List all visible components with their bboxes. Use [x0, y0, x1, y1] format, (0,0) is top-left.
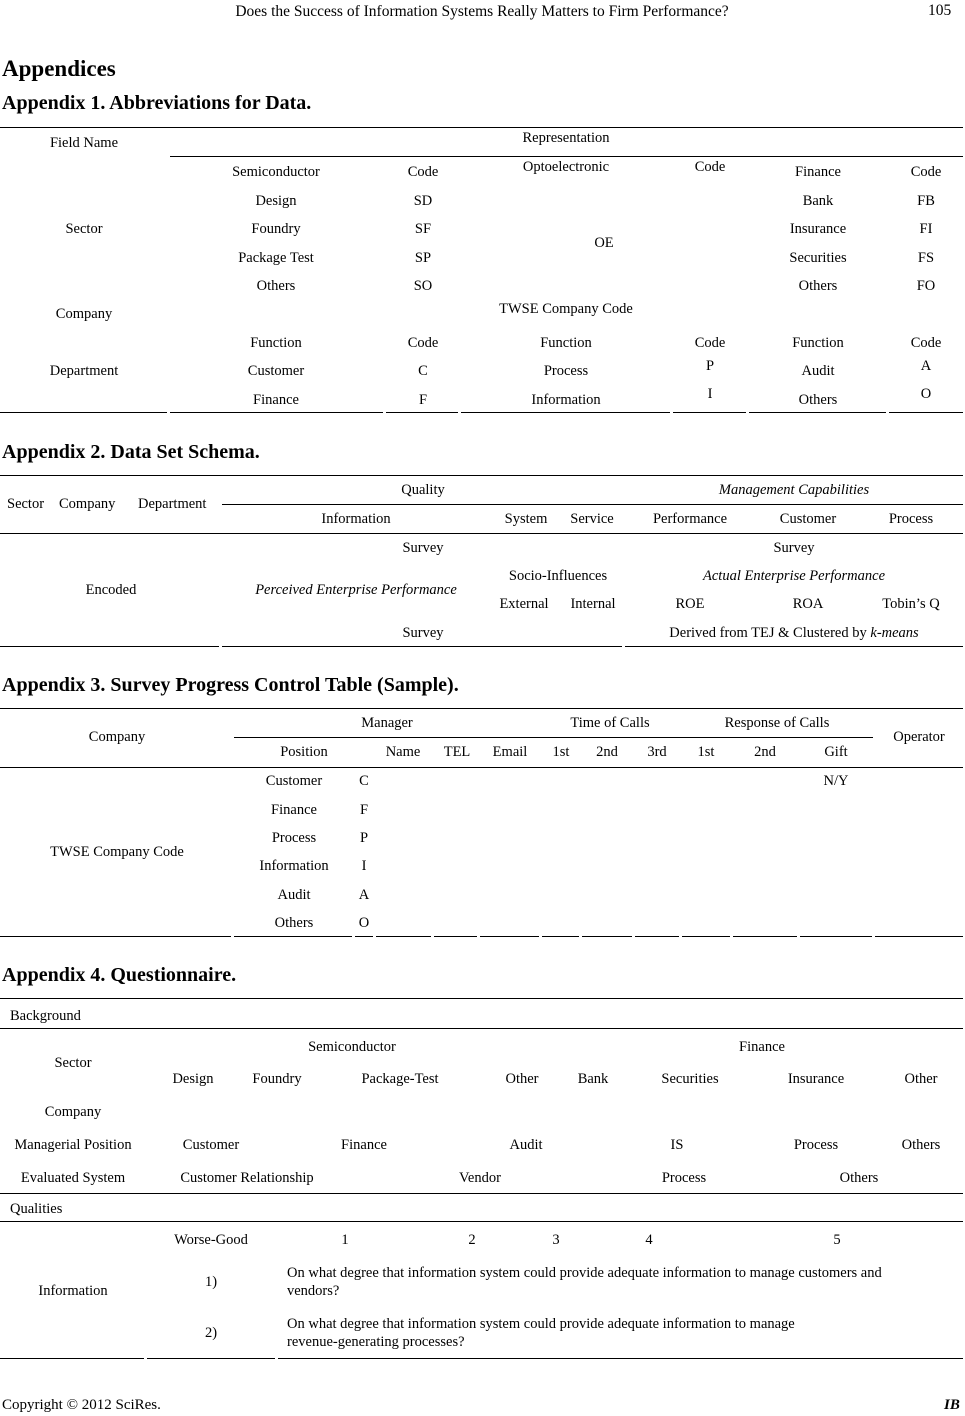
option-vendor[interactable]: Vendor — [459, 1170, 501, 1186]
table-cell: C — [359, 773, 369, 789]
option-process[interactable]: Process — [793, 1137, 839, 1153]
table-rule — [0, 127, 963, 128]
external-col: External — [499, 596, 549, 612]
table-rule — [0, 767, 963, 768]
table-rule — [480, 936, 539, 937]
function-col: Function — [792, 335, 844, 351]
scale-5[interactable]: 5 — [833, 1232, 841, 1248]
table-rule — [889, 412, 963, 413]
page-number: 105 — [928, 2, 952, 19]
table-cell: Audit — [801, 363, 835, 379]
twse-code: TWSE Company Code — [499, 301, 633, 317]
table-cell: Securities — [789, 250, 847, 266]
scale-4[interactable]: 4 — [645, 1232, 653, 1248]
table-cell: SD — [413, 193, 433, 209]
table-cell: Information — [259, 858, 329, 874]
option-securities[interactable]: Securities — [661, 1071, 719, 1087]
information-label: Information — [38, 1283, 108, 1299]
call-1st-col: 1st — [552, 744, 570, 760]
tel-col: TEL — [443, 744, 471, 760]
sector-label: Sector — [54, 1055, 92, 1071]
table-cell: Customer — [265, 773, 323, 789]
option-process[interactable]: Process — [661, 1170, 707, 1186]
roa-col: ROA — [792, 596, 824, 612]
question-2-text: On what degree that information system could provide adequate information to manage — [287, 1316, 795, 1332]
table-rule — [222, 504, 963, 505]
table-rule — [386, 412, 458, 413]
table-cell: Design — [255, 193, 297, 209]
name-col: Name — [385, 744, 421, 760]
representation-header: Representation — [522, 130, 610, 146]
encoded-cell: Encoded — [85, 582, 137, 598]
option-audit[interactable]: Audit — [509, 1137, 543, 1153]
table-rule — [0, 1193, 963, 1194]
running-header: Does the Success of Information Systems Really Matters to Firm Performance? — [235, 3, 729, 20]
optoelectronic-col: Optoelectronic — [522, 159, 610, 175]
finance-group: Finance — [739, 1039, 785, 1055]
table-rule — [0, 1028, 963, 1029]
appendix-1-title: Appendix 1. Abbreviations for Data. — [2, 92, 312, 114]
table-rule — [434, 936, 477, 937]
question-2-text-cont: revenue-generating processes? — [287, 1334, 465, 1350]
table-rule — [0, 708, 963, 709]
option-is[interactable]: IS — [670, 1137, 684, 1153]
table-cell: FO — [916, 278, 936, 294]
table-cell: Package Test — [238, 250, 314, 266]
table-cell: Others — [256, 278, 296, 294]
table-cell: P — [359, 830, 369, 846]
table-cell: Process — [543, 363, 589, 379]
background-section: Background — [10, 1008, 81, 1024]
table-cell: Others — [798, 278, 838, 294]
table-cell: Information — [531, 392, 601, 408]
table-cell: Customer — [247, 363, 305, 379]
question-1-text: On what degree that information system could provide adequate information to manage customers and — [287, 1265, 882, 1281]
code-col: Code — [694, 159, 726, 175]
twse-code: TWSE Company Code — [50, 844, 184, 860]
table-cell: C — [418, 363, 428, 379]
table-rule — [222, 646, 622, 647]
semiconductor-group: Semiconductor — [308, 1039, 396, 1055]
position-col: Position — [280, 744, 328, 760]
table-cell: Finance — [271, 802, 317, 818]
company-label: Company — [55, 306, 113, 322]
system-col: System — [504, 511, 548, 527]
table-cell: Foundry — [251, 221, 301, 237]
performance-col: Performance — [652, 511, 728, 527]
survey-cell: Survey — [402, 625, 444, 641]
code-col: Code — [407, 164, 439, 180]
table-rule — [234, 737, 873, 738]
table-rule — [0, 412, 167, 413]
kmeans-text: k-means — [870, 625, 919, 641]
operator-header: Operator — [893, 729, 945, 745]
table-rule — [147, 1358, 275, 1359]
company-header: Company — [59, 496, 116, 512]
table-cell: FI — [919, 221, 933, 237]
semiconductor-col: Semiconductor — [232, 164, 320, 180]
table-rule — [0, 936, 231, 937]
time-of-calls-header: Time of Calls — [570, 715, 650, 731]
table-cell: O — [358, 915, 370, 931]
option-insurance[interactable]: Insurance — [787, 1071, 845, 1087]
derived-text: Derived from TEJ & Clustered by — [669, 625, 871, 641]
question-1-number: 1) — [204, 1274, 218, 1290]
finance-col: Finance — [795, 164, 841, 180]
table-cell: Audit — [277, 887, 311, 903]
table-cell: FS — [917, 250, 935, 266]
table-rule — [625, 646, 963, 647]
company-header: Company — [88, 729, 146, 745]
table-rule — [733, 936, 797, 937]
table-cell: P — [705, 358, 715, 374]
gift-col: Gift — [824, 744, 848, 760]
table-rule — [0, 533, 963, 534]
department-header: Department — [138, 496, 207, 512]
scale-1[interactable]: 1 — [341, 1232, 349, 1248]
table-cell: F — [359, 802, 369, 818]
derived-cell — [669, 626, 918, 641]
table-cell: O — [920, 386, 932, 402]
internal-col: Internal — [570, 596, 616, 612]
code-col: Code — [910, 164, 942, 180]
field-name-header: Field Name — [49, 135, 119, 151]
call-3rd-col: 3rd — [647, 744, 667, 760]
table-cell: A — [358, 887, 370, 903]
perceived-performance: Perceived Enterprise Performance — [255, 582, 457, 598]
manager-header: Manager — [361, 715, 413, 731]
option-customer-relationship[interactable]: Customer Relationship — [180, 1170, 314, 1186]
sector-header: Sector — [7, 496, 45, 512]
call-2nd-col: 2nd — [596, 744, 618, 760]
appendix-4-title: Appendix 4. Questionnaire. — [2, 964, 237, 986]
table-rule — [582, 936, 632, 937]
table-rule — [170, 412, 383, 413]
table-cell: Insurance — [789, 221, 847, 237]
oe-code: OE — [594, 235, 614, 251]
table-cell: SF — [414, 221, 432, 237]
table-cell: FB — [917, 193, 935, 209]
scale-3[interactable]: 3 — [552, 1232, 560, 1248]
table-cell: Others — [798, 392, 838, 408]
appendices-heading: Appendices — [2, 56, 116, 81]
journal-abbrev: IB — [944, 1397, 960, 1413]
process-col: Process — [888, 511, 934, 527]
appendix-3-title: Appendix 3. Survey Progress Control Table (Sample). — [2, 674, 459, 696]
table-rule — [0, 1221, 963, 1222]
question-1-text-cont: vendors? — [287, 1283, 340, 1299]
option-finance[interactable]: Finance — [341, 1137, 387, 1153]
customer-col: Customer — [779, 511, 837, 527]
ny-cell: N/Y — [823, 773, 849, 789]
table-rule — [0, 646, 219, 647]
managerial-position-label: Managerial Position — [14, 1137, 132, 1153]
table-rule — [0, 475, 963, 476]
table-rule — [234, 936, 352, 937]
actual-performance: Actual Enterprise Performance — [702, 568, 886, 584]
table-rule — [875, 936, 963, 937]
table-rule — [542, 936, 579, 937]
table-rule — [635, 936, 679, 937]
code-col: Code — [910, 335, 942, 351]
table-cell: F — [418, 392, 428, 408]
scale-label: Worse-Good — [174, 1232, 248, 1248]
table-cell: A — [920, 358, 932, 374]
socio-influences: Socio-Influences — [508, 568, 608, 584]
option-bank[interactable]: Bank — [577, 1071, 609, 1087]
response-1st-col: 1st — [697, 744, 715, 760]
table-cell: Others — [274, 915, 314, 931]
response-2nd-col: 2nd — [754, 744, 776, 760]
roe-col: ROE — [675, 596, 705, 612]
management-capabilities-header: Management Capabilities — [718, 482, 870, 498]
option-others[interactable]: Others — [839, 1170, 879, 1186]
table-cell: SP — [414, 250, 432, 266]
table-cell: I — [361, 858, 367, 874]
tobins-q-col: Tobin’s Q — [882, 596, 940, 612]
table-rule — [355, 936, 373, 937]
quality-header: Quality — [401, 482, 445, 498]
table-cell: Finance — [253, 392, 299, 408]
table-rule — [278, 1358, 963, 1359]
table-rule — [682, 936, 730, 937]
function-col: Function — [250, 335, 302, 351]
response-of-calls-header: Response of Calls — [724, 715, 830, 731]
table-cell: Process — [271, 830, 317, 846]
table-rule — [800, 936, 872, 937]
option-others[interactable]: Others — [901, 1137, 941, 1153]
service-col: Service — [570, 511, 614, 527]
table-rule — [461, 412, 670, 413]
code-col: Code — [407, 335, 439, 351]
sector-label: Sector — [65, 221, 103, 237]
table-cell: SO — [413, 278, 433, 294]
table-rule — [170, 156, 963, 157]
option-package-test[interactable]: Package-Test — [361, 1071, 439, 1087]
table-rule — [749, 412, 886, 413]
function-col: Function — [540, 335, 592, 351]
information-col: Information — [321, 511, 391, 527]
appendix-2-title: Appendix 2. Data Set Schema. — [2, 441, 260, 463]
table-rule — [376, 936, 431, 937]
table-cell: I — [707, 386, 713, 402]
department-label: Department — [49, 363, 119, 379]
scale-2[interactable]: 2 — [468, 1232, 476, 1248]
option-other[interactable]: Other — [904, 1071, 938, 1087]
qualities-section: Qualities — [10, 1201, 63, 1217]
code-col: Code — [694, 335, 726, 351]
option-customer[interactable]: Customer — [182, 1137, 240, 1153]
option-foundry[interactable]: Foundry — [252, 1071, 302, 1087]
email-col: Email — [492, 744, 528, 760]
question-2-number: 2) — [204, 1325, 218, 1341]
survey-cell: Survey — [402, 540, 444, 556]
option-design[interactable]: Design — [172, 1071, 214, 1087]
table-cell: Bank — [802, 193, 834, 209]
table-rule — [0, 998, 963, 999]
company-label: Company — [44, 1104, 102, 1120]
table-rule — [0, 1358, 144, 1359]
option-other[interactable]: Other — [505, 1071, 539, 1087]
copyright: Copyright © 2012 SciRes. — [2, 1397, 161, 1413]
table-rule — [673, 412, 746, 413]
evaluated-system-label: Evaluated System — [20, 1170, 126, 1186]
survey-cell: Survey — [773, 540, 815, 556]
